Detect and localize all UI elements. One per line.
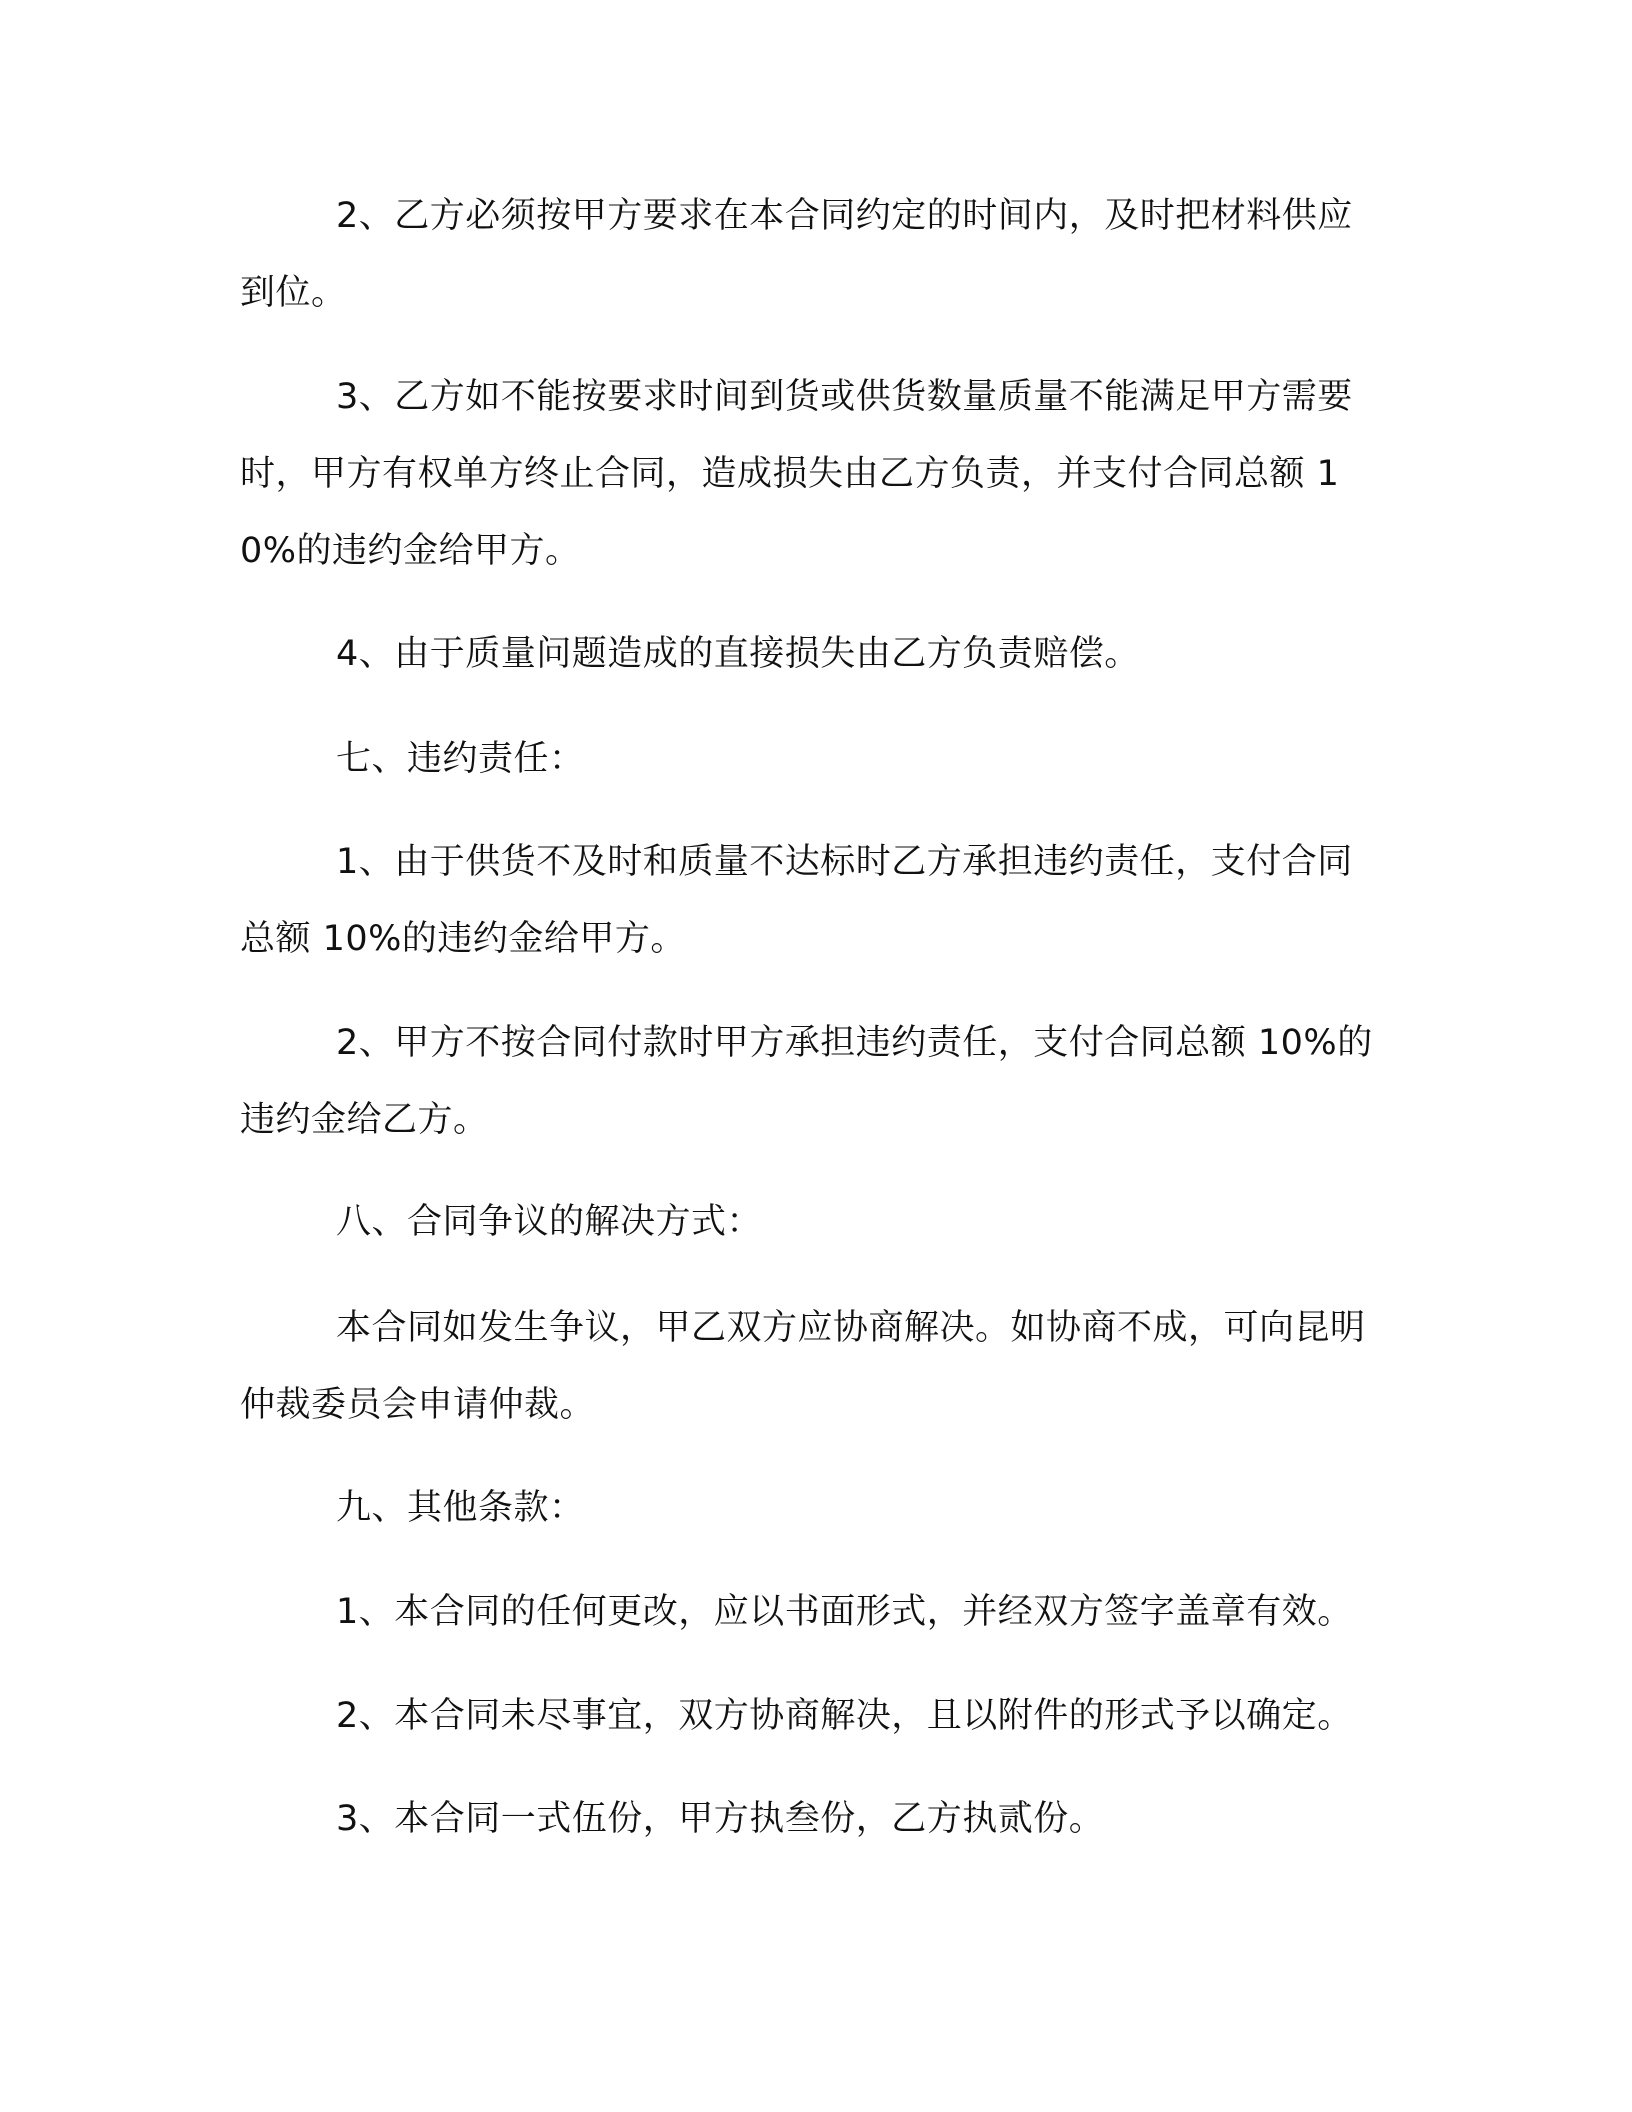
clause-9-3: 3、本合同一式伍份，甲方执叁份，乙方执贰份。 bbox=[336, 1799, 1105, 1839]
clause-7-1: 1、由于供货不及时和质量不达标时乙方承担违约责任，支付合同总额 10%的违约金给甲方。 bbox=[240, 842, 1353, 959]
clause-4-quality: 4、由于质量问题造成的直接损失由乙方负责赔偿。 bbox=[336, 634, 1140, 674]
clause-2-delivery: 2、乙方必须按甲方要求在本合同约定的时间内，及时把材料供应到位。 bbox=[240, 196, 1353, 313]
clause-7-2: 2、甲方不按合同付款时甲方承担违约责任，支付合同总额 10%的违约金给乙方。 bbox=[240, 1023, 1373, 1140]
section-heading-8: 八、合同争议的解决方式： bbox=[336, 1202, 763, 1242]
clause-8-body: 本合同如发生争议，甲乙双方应协商解决。如协商不成，可向昆明仲裁委员会申请仲裁。 bbox=[240, 1308, 1366, 1425]
clause-3-termination: 3、乙方如不能按要求时间到货或供货数量质量不能满足甲方需要时，甲方有权单方终止合同，造成损失由乙方负责，并支付合同总额 10%的违约金给甲方。 bbox=[240, 377, 1353, 571]
clause-9-1: 1、本合同的任何更改，应以书面形式，并经双方签字盖章有效。 bbox=[336, 1592, 1353, 1632]
section-heading-7: 七、违约责任： bbox=[336, 739, 585, 779]
section-heading-9: 九、其他条款： bbox=[336, 1488, 585, 1528]
clause-9-2: 2、本合同未尽事宜，双方协商解决，且以附件的形式予以确定。 bbox=[336, 1696, 1353, 1736]
